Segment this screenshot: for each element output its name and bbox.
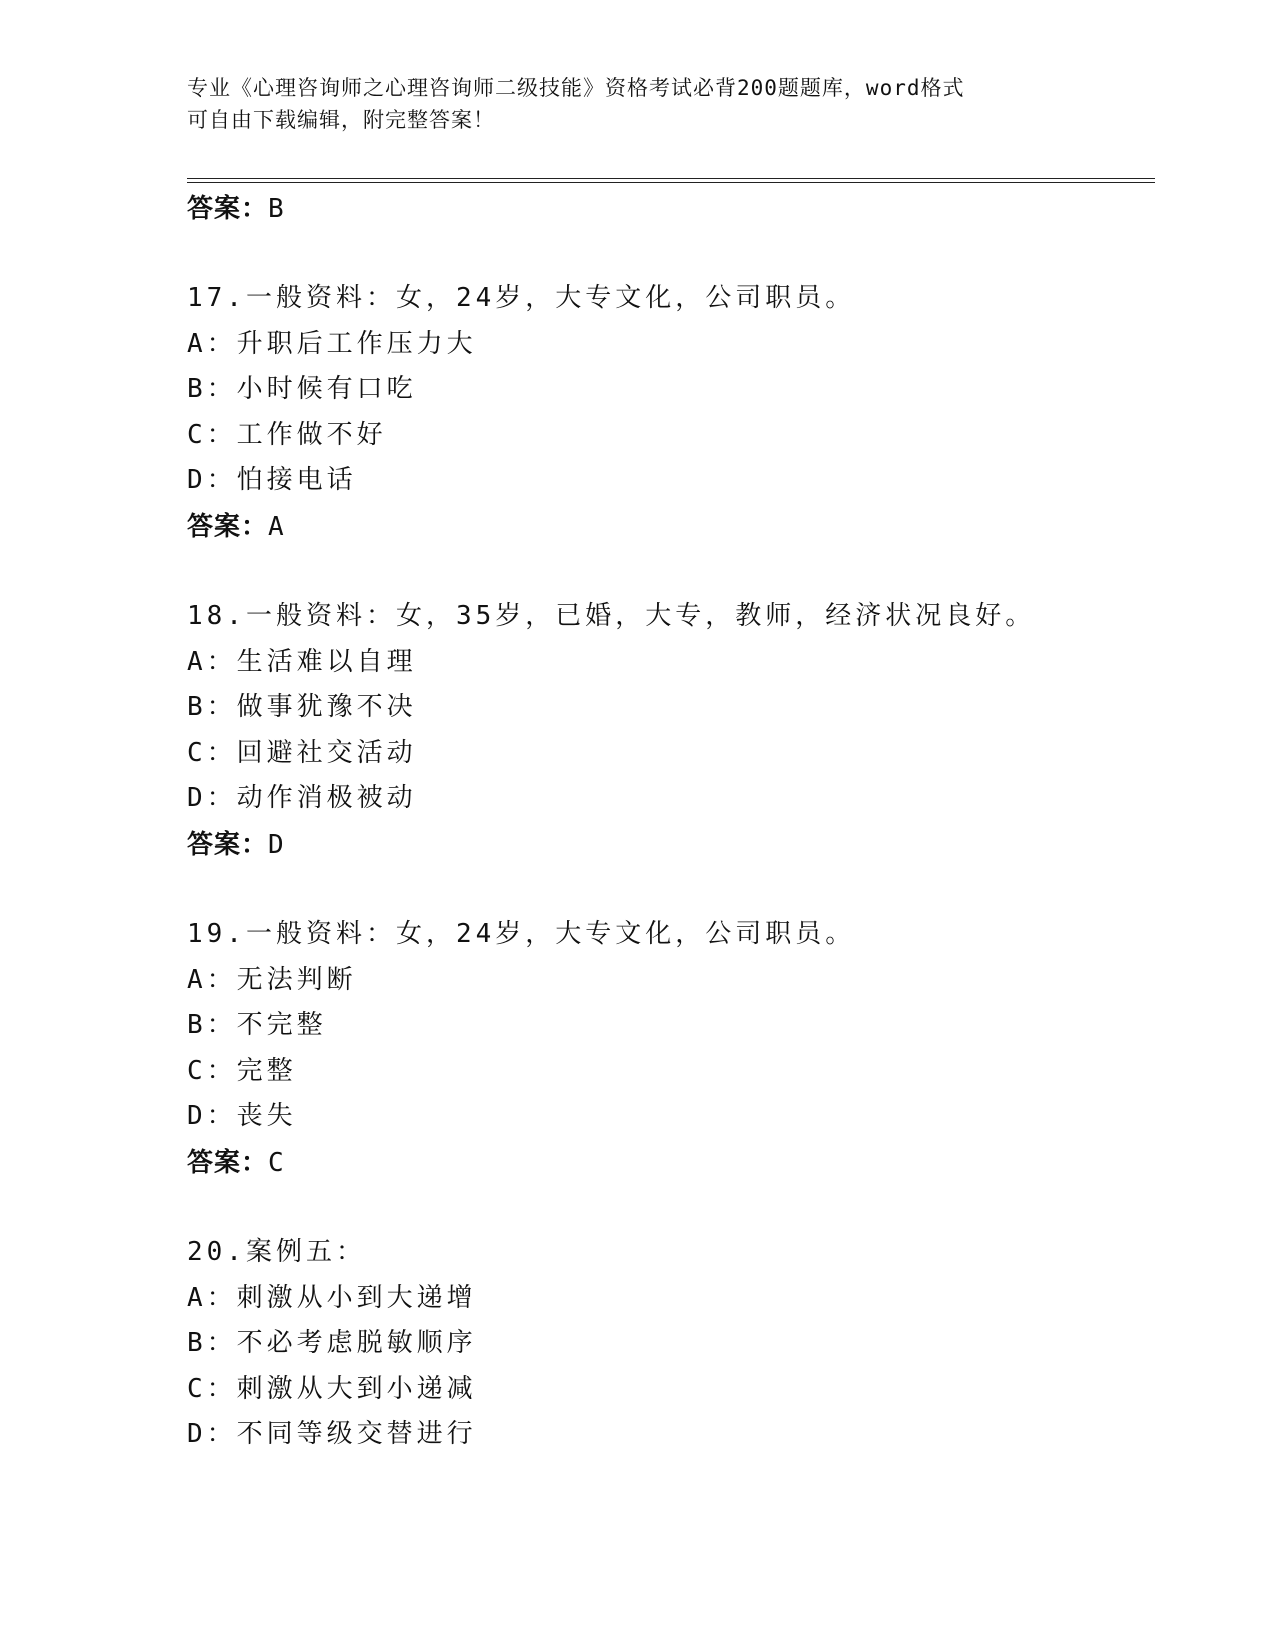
option-c: C：工作做不好 [187, 419, 387, 450]
option-a: A：生活难以自理 [187, 646, 417, 677]
option-b: B：做事犹豫不决 [187, 692, 417, 723]
option-d: D：不同等级交替进行 [187, 1419, 477, 1450]
option-c: C：刺激从大到小递减 [187, 1373, 477, 1404]
option-d: D：怕接电话 [187, 465, 357, 496]
option-c: C：回避社交活动 [187, 737, 417, 768]
question-title: 17.一般资料：女，24岁，大专文化，公司职员。 [187, 283, 856, 313]
option-b: B：小时候有口吃 [187, 374, 417, 405]
question-title: 18.一般资料：女，35岁，已婚，大专，教师，经济状况良好。 [187, 600, 1036, 631]
option-a: A：刺激从小到大递增 [187, 1282, 477, 1313]
option-c: C：完整 [187, 1055, 297, 1086]
answer-label: 答案： [187, 511, 269, 542]
option-b: B：不完整 [187, 1010, 327, 1041]
question-18 [187, 594, 1147, 868]
answer-value: D [268, 829, 285, 860]
option-d: D：丧失 [187, 1101, 297, 1132]
question-list [187, 186, 1147, 1458]
header-line-2: 可自由下载编辑，附完整答案！ [187, 108, 495, 132]
question-title: 20.案例五： [187, 1236, 366, 1267]
spacer [187, 868, 1147, 912]
answer-value: B [268, 194, 285, 224]
answer-value: A [268, 511, 285, 542]
question-17 [187, 276, 1147, 550]
spacer [187, 550, 1147, 594]
answer-line [187, 504, 1147, 550]
option-a: A：无法判断 [187, 964, 357, 995]
answer-label: 答案： [187, 1147, 269, 1178]
spacer [187, 1186, 1147, 1230]
answer-value: C [268, 1147, 285, 1178]
question-title: 19.一般资料：女，24岁，大专文化，公司职员。 [187, 918, 856, 949]
answer-label: 答案： [187, 194, 269, 224]
answer-label: 答案： [187, 829, 269, 860]
header-rule-top [187, 178, 1155, 179]
header-rule-bottom [187, 182, 1155, 183]
spacer [187, 232, 1147, 276]
option-d: D：动作消极被动 [187, 783, 417, 814]
answer-line [187, 186, 1147, 232]
document-header [187, 72, 1087, 136]
option-a: A：升职后工作压力大 [187, 328, 477, 359]
answer-line [187, 1140, 1147, 1186]
answer-line [187, 822, 1147, 868]
header-line-1: 专业《心理咨询师之心理咨询师二级技能》资格考试必背200题题库，word格式 [187, 76, 965, 100]
option-b: B：不必考虑脱敏顺序 [187, 1328, 477, 1359]
question-20 [187, 1230, 1147, 1458]
question-19 [187, 912, 1147, 1186]
